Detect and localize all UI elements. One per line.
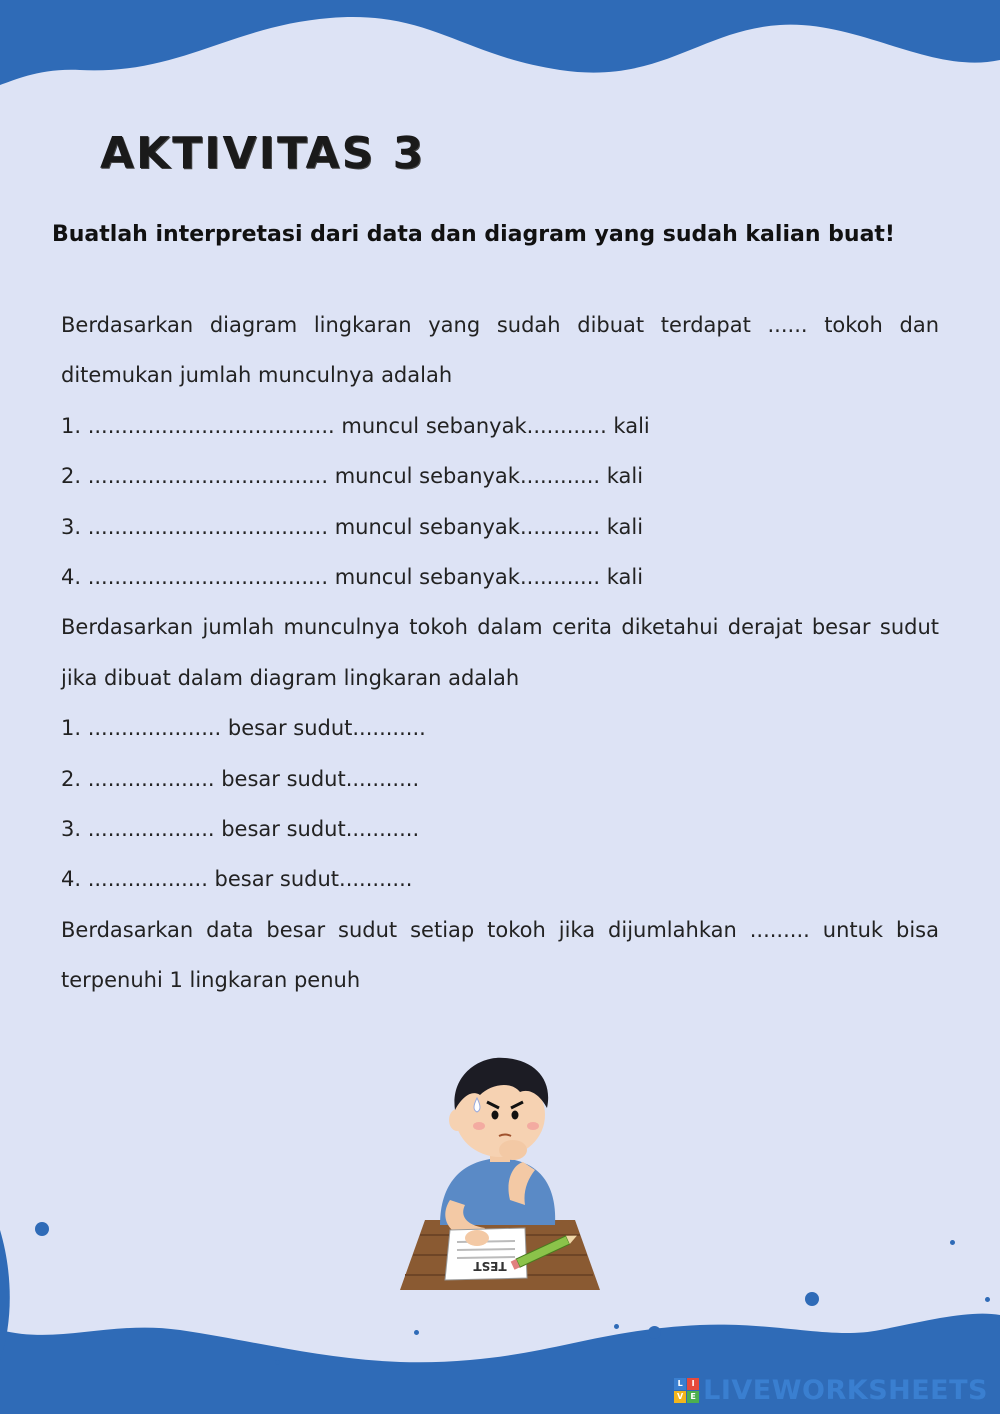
- worksheet-content: [61, 300, 939, 1006]
- top-wave: [0, 0, 1000, 85]
- section2-item: 4. .................. besar sudut...........: [61, 867, 413, 892]
- decorative-dot: [614, 1324, 619, 1329]
- student-test-illustration: [395, 1050, 605, 1300]
- decorative-dot: [648, 1326, 661, 1339]
- liveworksheets-logo[interactable]: [674, 1374, 988, 1406]
- decorative-dot: [35, 1222, 49, 1236]
- decorative-dot: [805, 1292, 819, 1306]
- page-title: AKTIVITAS 3: [100, 128, 426, 179]
- section1-intro: Berdasarkan diagram lingkaran yang sudah dibuat terdapat ...... tokoh dan ditemukan jumlah munculnya adalah: [61, 313, 939, 388]
- test-paper-label: TEST: [473, 1259, 507, 1273]
- logo-letter: L: [674, 1378, 686, 1390]
- decorative-dot: [275, 1360, 280, 1365]
- logo-letter: I: [687, 1378, 699, 1390]
- logo-text: LIVEWORKSHEETS: [703, 1374, 988, 1406]
- section1-item: 4. .................................... muncul sebanyak............ kali: [61, 565, 644, 590]
- logo-letter: V: [674, 1391, 686, 1403]
- logo-mark: [674, 1378, 699, 1403]
- section1-item: 1. ..................................... muncul sebanyak............ kali: [61, 413, 650, 438]
- logo-letter: E: [687, 1391, 699, 1403]
- section2-item: 3. ................... besar sudut...........: [61, 817, 420, 842]
- decorative-dot: [985, 1297, 990, 1302]
- instruction-text: Buatlah interpretasi dari data dan diagram yang sudah kalian buat!: [52, 222, 895, 247]
- section2-item: 2. ................... besar sudut...........: [61, 766, 420, 791]
- section3-text: Berdasarkan data besar sudut setiap tokoh jika dijumlahkan ......... untuk bisa terpenuhi 1 lingkaran penuh: [61, 917, 939, 993]
- section2-intro: Berdasarkan jumlah munculnya tokoh dalam cerita diketahui derajat besar sudut jika dibuat dalam diagram lingkaran adalah: [61, 615, 939, 690]
- section1-item: 3. .................................... muncul sebanyak............ kali: [61, 514, 644, 539]
- section1-item: 2. .................................... muncul sebanyak............ kali: [61, 464, 644, 489]
- section2-item: 1. .................... besar sudut...........: [61, 716, 426, 741]
- decorative-dot: [414, 1330, 419, 1335]
- decorative-dot: [950, 1240, 955, 1245]
